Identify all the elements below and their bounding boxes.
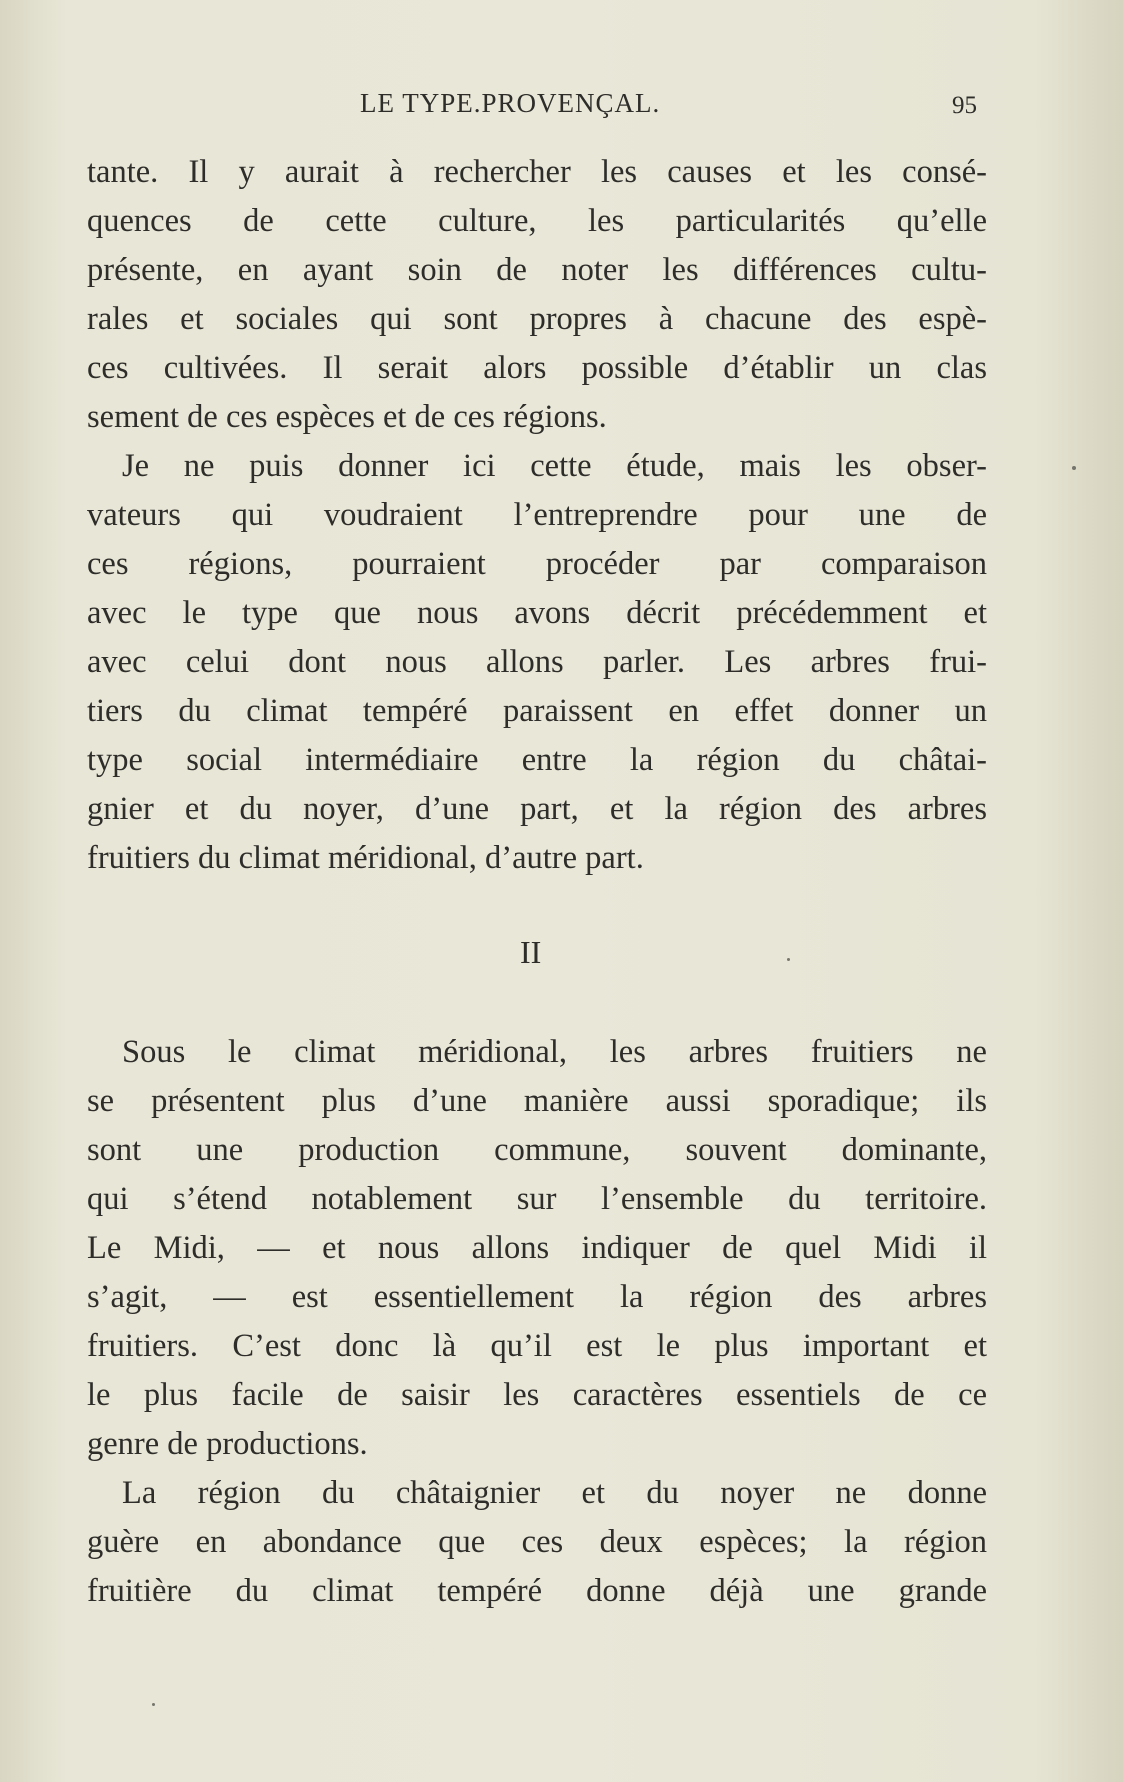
paper-speck: [787, 958, 790, 961]
text-line: avec le type que nous avons décrit précédemment et: [87, 595, 987, 631]
text-line: qui s’étend notablement sur l’ensemble du territoire.: [87, 1181, 987, 1217]
text-line: guère en abondance que ces deux espèces; la région: [87, 1524, 987, 1560]
text-line: tiers du climat tempéré paraissent en effet donner un: [87, 693, 987, 729]
section-heading: II: [520, 934, 542, 970]
text-line: fruitiers du climat méridional, d’autre part.: [87, 840, 644, 876]
text-line: fruitière du climat tempéré donne déjà une grande: [87, 1573, 987, 1609]
text-line: avec celui dont nous allons parler. Les arbres frui-: [87, 644, 987, 680]
paper-speck: [152, 1703, 155, 1706]
text-line: Le Midi, — et nous allons indiquer de quel Midi il: [87, 1230, 987, 1266]
text-line: genre de productions.: [87, 1426, 368, 1462]
text-line: quences de cette culture, les particularités qu’elle: [87, 203, 987, 239]
text-line: tante. Il y aurait à rechercher les causes et les consé-: [87, 154, 987, 190]
text-line: Sous le climat méridional, les arbres fruitiers ne: [122, 1034, 987, 1070]
text-line: le plus facile de saisir les caractères essentiels de ce: [87, 1377, 987, 1413]
text-line: Je ne puis donner ici cette étude, mais les obser-: [122, 448, 987, 484]
text-line: rales et sociales qui sont propres à chacune des espè-: [87, 301, 987, 337]
text-line: La région du châtaignier et du noyer ne donne: [122, 1475, 987, 1511]
running-head: LE TYPE.PROVENÇAL.: [360, 88, 661, 118]
text-line: vateurs qui voudraient l’entreprendre pour une de: [87, 497, 987, 533]
text-line: sont une production commune, souvent dominante,: [87, 1132, 987, 1168]
text-line: ces régions, pourraient procéder par comparaison: [87, 546, 987, 582]
text-line: se présentent plus d’une manière aussi sporadique; ils: [87, 1083, 987, 1119]
text-line: présente, en ayant soin de noter les différences cultu-: [87, 252, 987, 288]
text-line: gnier et du noyer, d’une part, et la région des arbres: [87, 791, 987, 827]
text-line: sement de ces espèces et de ces régions.: [87, 399, 607, 435]
text-line: s’agit, — est essentiellement la région des arbres: [87, 1279, 987, 1315]
page-number: 95: [952, 92, 977, 119]
text-line: type social intermédiaire entre la région du châtai-: [87, 742, 987, 778]
text-line: fruitiers. C’est donc là qu’il est le plus important et: [87, 1328, 987, 1364]
text-line: ces cultivées. Il serait alors possible d’établir un clas: [87, 350, 987, 386]
paper-speck: [1072, 466, 1076, 470]
